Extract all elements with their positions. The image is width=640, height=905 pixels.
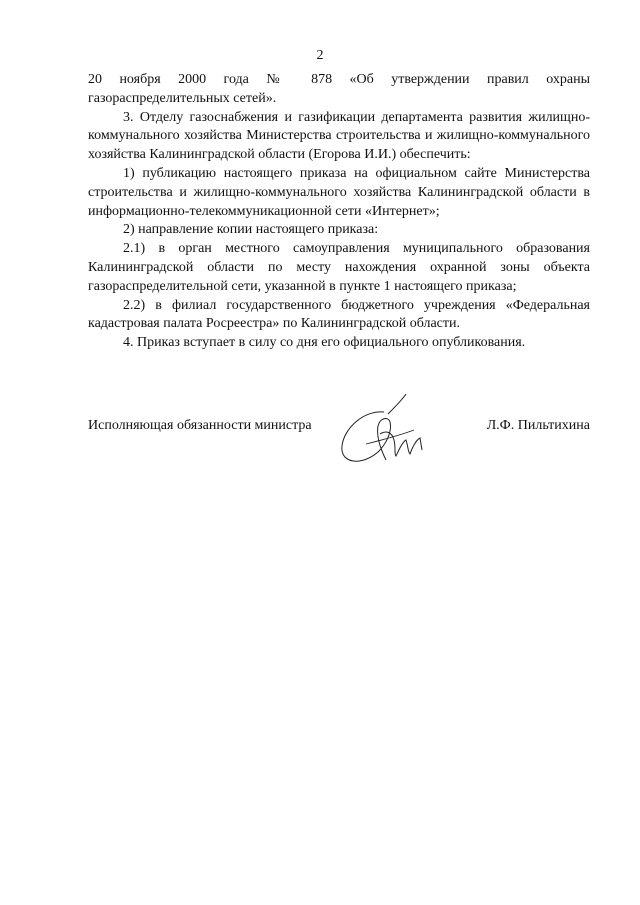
signature-block — [88, 418, 590, 498]
list-item-2-2: 2.2) в филиал государственного бюджетного учреждения «Федеральная кадастровая палата Росреестра» по Калининградской области. — [88, 297, 590, 332]
signatory-position: Исполняющая обязанности министра — [88, 418, 312, 433]
handwritten-signature — [336, 390, 436, 480]
paragraph-item-3: 3. Отделу газоснабжения и газификации департамента развития жилищно-коммунального хозяйства Министерства строительства и жилищно-коммунального хозяйства Калининградской области (Егорова И.И.) обеспечить: — [88, 109, 590, 163]
list-item-2-1: 2.1) в орган местного самоуправления муниципального образования Калининградской области по месту нахождения охранной зоны объекта газораспределительной сети, указанной в пункте 1 настоящего приказа; — [88, 241, 590, 294]
list-item-1: 1) публикацию настоящего приказа на официальном сайте Министерства строительства и жилищно-коммунального хозяйства Калининградской области в информационно-телекоммуникационной сети «Интернет»; — [88, 165, 590, 219]
paragraph-continuation: 20 ноября 2000 года № 878 «Об утверждении правил охраны газораспределительных сетей». — [88, 72, 590, 106]
document-body — [88, 71, 590, 353]
list-item-2: 2) направление копии настоящего приказа: — [123, 222, 379, 238]
paragraph-item-4: 4. Приказ вступает в силу со дня его официального опубликования. — [123, 335, 526, 351]
signatory-name: Л.Ф. Пильтихина — [486, 418, 590, 433]
page-number: 2 — [316, 48, 324, 63]
